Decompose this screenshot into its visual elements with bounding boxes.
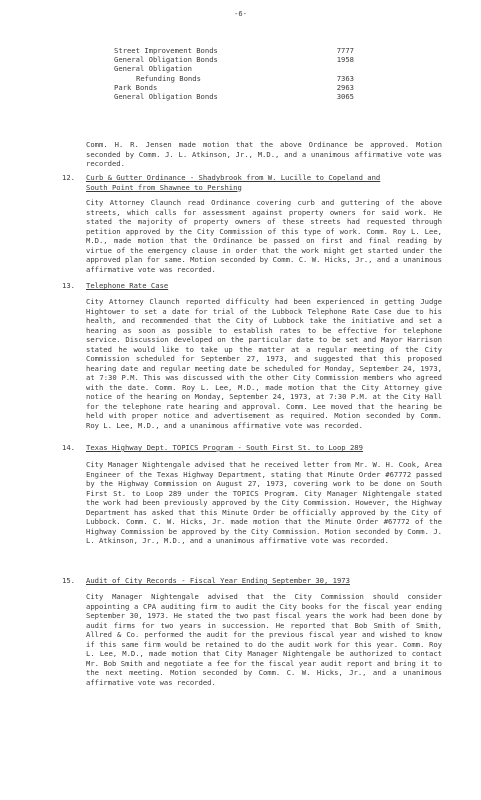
fund-name: Park Bonds	[114, 82, 158, 92]
fund-row	[114, 74, 354, 83]
item-title	[86, 443, 442, 453]
item-title	[86, 576, 442, 586]
item-number: 14.	[62, 443, 75, 452]
item-number: 12.	[62, 173, 75, 182]
fund-value: 2963	[336, 82, 354, 92]
item-title-line: Audit of City Records - Fiscal Year Ending September 30, 1973	[86, 576, 350, 585]
fund-row	[114, 83, 354, 92]
item-body: City Manager Nightengale advised that he received letter from Mr. W. H. Cook, Area Engineer of the Texas Highway Department, stating that Minute Order #67772 passed by the Highway Commission on August 27, 1973, covering work to be done on South First St. to Loop 289 under the TOPICS Program. City Manager Nightengale stated the work had been previously approved by the City Commission. However, the Highway Department has asked that this Minute Order be officially approved by the City of Lubbock. Comm. C. W. Hicks, Jr. made motion that the Minute Order #67772 of the Highway Commission be approved by the City Commission. Motion seconded by Comm. J. L. Atkinson, Jr., M.D., and a unanimous affirmative vote was recorded.	[86, 460, 442, 545]
item-title-line: Curb & Gutter Ordinance - Shadybrook from W. Lucille to Copeland and	[86, 173, 381, 182]
fund-value: 3065	[336, 91, 354, 101]
fund-name: General Obligation Bonds	[114, 55, 218, 65]
fund-row	[114, 92, 354, 101]
item-title	[86, 173, 442, 192]
fund-row	[114, 55, 354, 64]
fund-name: General Obligation	[114, 64, 192, 74]
fund-row	[114, 46, 354, 55]
item-title	[86, 281, 442, 291]
item-body: City Attorney Claunch read Ordinance covering curb and guttering of the above streets, which calls for assessment against property owners for said work. He stated the majority of property owners of these streets had requested through petition approved by the City Commission of this type of work. Comm. Roy L. Lee, M.D., made motion that the Ordinance be passed on first and final reading by virtue of the emergency clause in order that the work might get started under the approved plan for same. Motion seconded by Comm. C. W. Hicks, Jr., and a unanimous affirmative vote was recorded.	[86, 198, 442, 274]
item-number: 13.	[62, 281, 75, 290]
motion-paragraph: Comm. H. R. Jensen made motion that the above Ordinance be approved. Motion seconded by Comm. J. L. Atkinson, Jr., M.D., and a unanimous affirmative vote was recorded.	[86, 140, 442, 168]
fund-row	[114, 64, 354, 73]
item-title-line: Texas Highway Dept. TOPICS Program - South First St. to Loop 289	[86, 443, 363, 452]
fund-name: General Obligation Bonds	[114, 91, 218, 101]
fund-value: 1958	[336, 55, 354, 65]
funds-list	[114, 46, 354, 101]
page-number: -6-	[234, 10, 247, 18]
fund-value: 7777	[336, 46, 354, 55]
fund-value: 7363	[336, 73, 354, 83]
item-body: City Attorney Claunch reported difficulty had been experienced in getting Judge Hightower to set a date for trial of the Lubbock Telephone Rate Case due to his health, and recommended that the City of Lubbock take the initiative and set a hearing as soon as possible to establish rates to be effective for telephone service. Discussion developed on the particular date to be set and Mayor Harrison stated he would like to take up the matter at a regular meeting of the City Commission scheduled for September 27, 1973, and suggested that this proposed hearing date and regular meeting date be scheduled for Monday, September 24, 1973, at 7:30 P.M. This was discussed with the other City Commission members who agreed with the date. Comm. Roy L. Lee, M.D., made motion that the City Attorney give notice of the hearing on Monday, September 24, 1973, at 7:30 P.M. at the City Hall for the telephone rate hearing and approval. Comm. Lee moved that the hearing be held with proper notice and advertisement as required. Motion seconded by Comm. Roy L. Lee, M.D., and a unanimous affirmative vote was recorded.	[86, 297, 442, 430]
item-title-line: Telephone Rate Case	[86, 281, 169, 290]
fund-name: Street Improvement Bonds	[114, 46, 218, 55]
fund-name: Refunding Bonds	[136, 73, 201, 83]
item-title-line: South Point from Shawnee to Pershing	[86, 182, 242, 192]
item-body: City Manager Nightengale advised that the City Commission should consider appointing a CPA auditing firm to audit the City books for the fiscal year ending September 30, 1973. He stated the two past fiscal years the work had been done by audit firms for two years in succession. He reported that Bob Smith of Smith, Allred & Co. performed the audit for the previous fiscal year and wished to know if this same firm would be retained to do the audit work for this year. Comm. Roy L. Lee, M.D., made motion that City Manager Nightengale be authorized to contact Mr. Bob Smith and negotiate a fee for the fiscal year audit report and bring it to the next meeting. Motion seconded by Comm. C. W. Hicks, Jr., and a unanimous affirmative vote was recorded.	[86, 592, 442, 687]
item-number: 15.	[62, 576, 75, 585]
